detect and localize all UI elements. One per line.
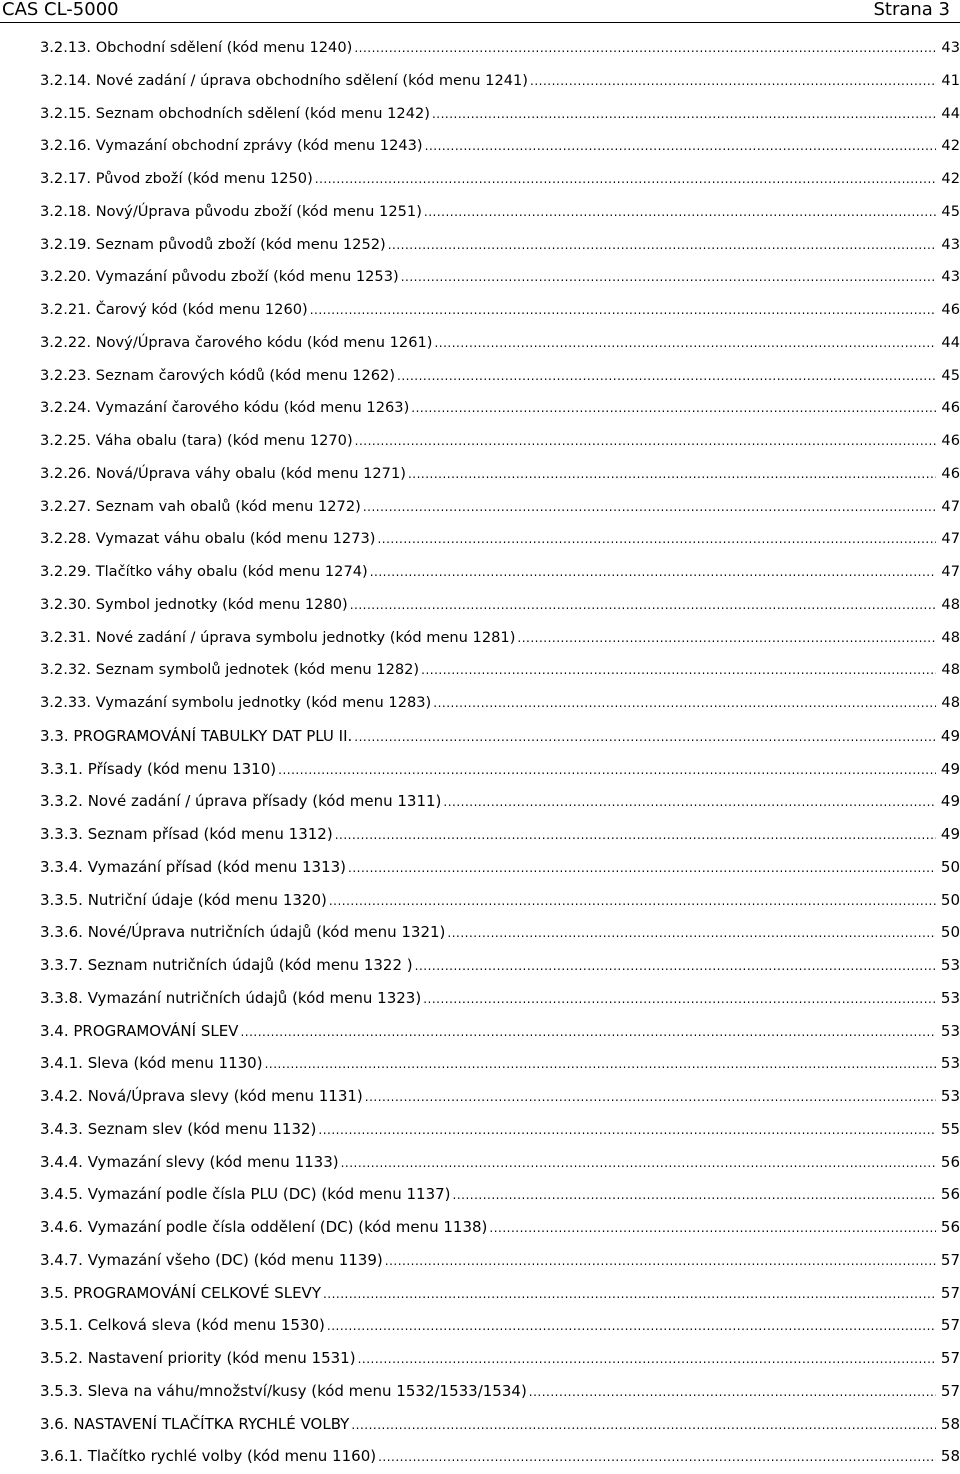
toc-leader-dots [489, 1212, 936, 1245]
toc-entry[interactable] [40, 425, 960, 458]
toc-leader-dots [411, 392, 936, 425]
toc-leader-dots [530, 65, 936, 98]
toc-entry[interactable] [40, 1047, 960, 1080]
toc-entry-page: 50 [940, 890, 960, 909]
toc-leader-dots [327, 1310, 936, 1343]
toc-entry[interactable] [40, 1178, 960, 1211]
toc-entry[interactable] [40, 589, 960, 622]
toc-leader-dots [323, 1278, 936, 1311]
toc-entry-label: 3.2.32. Seznam symbolů jednotek (kód menu 1282) [40, 661, 420, 679]
toc-entry[interactable] [40, 884, 960, 917]
toc-entry[interactable] [40, 1015, 960, 1048]
toc-leader-dots [423, 983, 936, 1016]
toc-leader-dots [377, 523, 936, 556]
toc-leader-dots [425, 130, 936, 163]
toc-leader-dots [355, 425, 936, 458]
toc-entry-page: 45 [941, 366, 960, 384]
toc-leader-dots [408, 458, 936, 491]
toc-entry-label: 3.2.20. Vymazání původu zboží (kód menu 1253) [40, 268, 399, 286]
toc-entry-label: 3.2.24. Vymazání čarového kódu (kód menu 1263) [40, 399, 410, 417]
toc-entry-page: 48 [941, 595, 960, 613]
toc-entry[interactable] [40, 949, 960, 982]
toc-entry-label: 3.5. PROGRAMOVÁNÍ CELKOVÉ SLEVY [40, 1283, 321, 1302]
toc-entry-label: 3.3.4. Vymazání přísad (kód menu 1313) [40, 857, 347, 876]
toc-entry-page: 44 [941, 104, 960, 122]
toc-entry-page: 46 [941, 464, 960, 482]
toc-entry-label: 3.2.33. Vymazání symbolu jednotky (kód menu 1283) [40, 694, 432, 711]
toc-entry-label: 3.2.16. Vymazání obchodní zprávy (kód menu 1243) [40, 137, 423, 155]
toc-entry[interactable] [40, 1342, 960, 1375]
toc-entry[interactable] [40, 1244, 960, 1277]
toc-leader-dots [388, 229, 936, 262]
toc-entry-page: 42 [941, 170, 960, 187]
toc-leader-dots [351, 1409, 936, 1442]
toc-entry-label: 3.2.29. Tlačítko váhy obalu (kód menu 1274) [40, 563, 368, 580]
toc-entry-page: 58 [940, 1447, 960, 1466]
toc-entry-page: 56 [940, 1152, 960, 1171]
toc-entry-label: 3.6. NASTAVENÍ TLAČÍTKA RYCHLÉ VOLBY [40, 1414, 350, 1433]
toc-entry-label: 3.4.6. Vymazání podle čísla oddělení (DC) (kód menu 1138) [40, 1218, 488, 1236]
toc-leader-dots [424, 196, 936, 229]
toc-entry-label: 3.4.2. Nová/Úprava slevy (kód menu 1131) [40, 1087, 363, 1105]
toc-entry[interactable] [40, 163, 960, 196]
toc-entry-label: 3.2.14. Nové zadání / úprava obchodního sdělení (kód menu 1241) [40, 71, 528, 89]
toc-entry-label: 3.2.23. Seznam čarových kódů (kód menu 1262) [40, 366, 396, 384]
toc-entry[interactable] [40, 98, 960, 131]
toc-entry-page: 53 [940, 1087, 960, 1105]
toc-entry-page: 48 [941, 694, 960, 711]
toc-entry-label: 3.5.2. Nastavení priority (kód menu 1531) [40, 1349, 356, 1367]
toc-entry[interactable] [40, 261, 960, 294]
toc-entry-page: 49 [940, 759, 960, 778]
toc-entry-page: 56 [940, 1218, 960, 1236]
toc-entry[interactable] [40, 1113, 960, 1146]
toc-entry-label: 3.4.1. Sleva (kód menu 1130) [40, 1054, 263, 1073]
toc-entry-page: 53 [940, 1054, 960, 1073]
toc-entry-label: 3.4.4. Vymazání slevy (kód menu 1133) [40, 1152, 339, 1171]
toc-leader-dots [278, 754, 936, 787]
toc-leader-dots [348, 852, 936, 885]
toc-leader-dots [354, 721, 936, 754]
toc-entry-page: 47 [941, 563, 960, 580]
toc-leader-dots [310, 294, 936, 327]
toc-entry-page: 55 [940, 1119, 960, 1138]
toc-leader-dots [341, 1147, 936, 1180]
toc-entry-page: 48 [941, 661, 960, 679]
toc-entry-page: 57 [940, 1381, 960, 1400]
toc-entry-page: 57 [940, 1283, 960, 1302]
toc-entry[interactable] [40, 196, 960, 229]
toc-entry[interactable] [40, 32, 960, 65]
toc-entry[interactable] [40, 654, 960, 687]
toc-leader-dots [318, 1114, 936, 1147]
toc-entry[interactable] [40, 982, 960, 1015]
toc-leader-dots [385, 1245, 936, 1278]
toc-entry-label: 3.2.28. Vymazat váhu obalu (kód menu 1273) [40, 530, 376, 548]
toc-entry[interactable] [40, 851, 960, 884]
toc-entry-label: 3.2.18. Nový/Úprava původu zboží (kód menu 1251) [40, 202, 422, 220]
toc-entry[interactable] [40, 392, 960, 425]
toc-leader-dots [354, 32, 936, 65]
toc-entry-page: 49 [940, 726, 960, 745]
toc-entry[interactable] [40, 916, 960, 949]
toc-leader-dots [365, 1081, 936, 1114]
toc-entry-page: 58 [940, 1414, 960, 1433]
toc-leader-dots [415, 950, 936, 983]
toc-leader-dots [329, 885, 936, 918]
toc-leader-dots [315, 163, 936, 196]
toc-entry-label: 3.5.1. Celková sleva (kód menu 1530) [40, 1316, 325, 1335]
table-of-contents [40, 32, 960, 1473]
toc-entry-page: 44 [941, 333, 960, 351]
toc-entry-page: 56 [940, 1185, 960, 1204]
toc-entry-label: 3.3.3. Seznam přísad (kód menu 1312) [40, 825, 333, 843]
toc-entry-page: 50 [940, 857, 960, 876]
toc-entry[interactable] [40, 1375, 960, 1408]
toc-entry-label: 3.3.1. Přísady (kód menu 1310) [40, 759, 277, 778]
toc-leader-dots [350, 589, 936, 622]
toc-entry-label: 3.3. PROGRAMOVÁNÍ TABULKY DAT PLU II. [40, 726, 353, 745]
toc-leader-dots [443, 786, 936, 819]
toc-entry-page: 41 [941, 71, 960, 89]
toc-entry-page: 57 [940, 1250, 960, 1269]
toc-entry-label: 3.5.3. Sleva na váhu/množství/kusy (kód menu 1532/1533/1534) [40, 1381, 527, 1400]
toc-entry-label: 3.2.22. Nový/Úprava čarového kódu (kód menu 1261) [40, 333, 433, 351]
toc-entry-page: 43 [941, 268, 960, 286]
toc-entry-label: 3.3.6. Nové/Úprava nutričních údajů (kód menu 1321) [40, 923, 446, 942]
toc-entry-label: 3.3.2. Nové zadání / úprava přísady (kód menu 1311) [40, 792, 442, 811]
toc-entry-label: 3.4.5. Vymazání podle čísla PLU (DC) (kód menu 1137) [40, 1185, 451, 1204]
toc-leader-dots [434, 327, 936, 360]
toc-leader-dots [378, 1441, 936, 1474]
toc-entry[interactable] [40, 622, 960, 655]
toc-entry-label: 3.2.31. Nové zadání / úprava symbolu jednotky (kód menu 1281) [40, 628, 516, 646]
toc-entry[interactable] [40, 523, 960, 556]
toc-leader-dots [240, 1016, 936, 1049]
toc-entry-page: 53 [940, 956, 960, 974]
toc-leader-dots [421, 654, 936, 687]
toc-entry-page: 46 [941, 399, 960, 417]
toc-entry[interactable] [40, 1080, 960, 1113]
toc-entry[interactable] [40, 1211, 960, 1244]
toc-leader-dots [358, 1343, 936, 1376]
toc-entry[interactable] [40, 130, 960, 163]
toc-entry-page: 46 [941, 432, 960, 449]
toc-entry-page: 49 [940, 792, 960, 811]
toc-entry-page: 43 [941, 39, 960, 56]
toc-leader-dots [401, 261, 936, 294]
toc-entry-label: 3.4. PROGRAMOVÁNÍ SLEV [40, 1021, 239, 1040]
toc-entry-label: 3.2.13. Obchodní sdělení (kód menu 1240) [40, 39, 353, 56]
toc-entry-page: 53 [940, 988, 960, 1007]
toc-entry[interactable] [40, 65, 960, 98]
toc-entry[interactable] [40, 491, 960, 524]
toc-leader-dots [370, 556, 936, 589]
toc-entry-page: 42 [941, 137, 960, 155]
toc-leader-dots [363, 491, 936, 524]
toc-entry-label: 3.2.25. Váha obalu (tara) (kód menu 1270) [40, 432, 353, 449]
toc-leader-dots [447, 917, 936, 950]
toc-entry-label: 3.2.30. Symbol jednotky (kód menu 1280) [40, 595, 348, 613]
document-title: CAS CL-5000 [2, 0, 119, 20]
toc-entry[interactable] [40, 1440, 960, 1473]
toc-leader-dots [432, 98, 936, 131]
toc-entry-page: 57 [940, 1316, 960, 1335]
toc-entry[interactable] [40, 1309, 960, 1342]
toc-entry[interactable] [40, 327, 960, 360]
toc-leader-dots [335, 819, 936, 852]
toc-entry-label: 3.3.8. Vymazání nutričních údajů (kód menu 1323) [40, 988, 422, 1007]
toc-entry-label: 3.2.19. Seznam původů zboží (kód menu 1252) [40, 235, 386, 253]
toc-leader-dots [517, 622, 936, 655]
toc-entry[interactable] [40, 294, 960, 327]
toc-entry-label: 3.6.1. Tlačítko rychlé volby (kód menu 1160) [40, 1447, 377, 1466]
toc-entry-label: 3.4.3. Seznam slev (kód menu 1132) [40, 1119, 317, 1138]
toc-entry-label: 3.3.5. Nutriční údaje (kód menu 1320) [40, 890, 327, 909]
toc-leader-dots [453, 1179, 936, 1212]
toc-entry-label: 3.2.27. Seznam vah obalů (kód menu 1272) [40, 497, 361, 515]
toc-entry[interactable] [40, 720, 960, 753]
toc-entry[interactable] [40, 818, 960, 851]
toc-leader-dots [433, 687, 936, 720]
toc-entry-page: 50 [940, 923, 960, 942]
toc-entry[interactable] [40, 687, 960, 720]
toc-entry[interactable] [40, 1277, 960, 1310]
toc-leader-dots [529, 1376, 936, 1409]
toc-entry-page: 46 [941, 301, 960, 318]
toc-entry-page: 47 [941, 530, 960, 548]
toc-entry-label: 3.3.7. Seznam nutričních údajů (kód menu 1322 ) [40, 956, 413, 974]
toc-entry-page: 49 [940, 825, 960, 843]
page-number: Strana 3 [873, 0, 950, 20]
toc-entry-page: 45 [941, 202, 960, 220]
toc-leader-dots [397, 360, 936, 393]
toc-entry[interactable] [40, 458, 960, 491]
page-header [0, 0, 960, 23]
toc-entry[interactable] [40, 1146, 960, 1179]
toc-entry-page: 47 [941, 497, 960, 515]
toc-entry-page: 48 [941, 628, 960, 646]
toc-entry-page: 57 [940, 1349, 960, 1367]
toc-entry-page: 53 [940, 1021, 960, 1040]
toc-entry[interactable] [40, 229, 960, 262]
toc-entry[interactable] [40, 785, 960, 818]
toc-entry-label: 3.2.15. Seznam obchodních sdělení (kód menu 1242) [40, 104, 430, 122]
toc-entry-label: 3.2.17. Původ zboží (kód menu 1250) [40, 170, 313, 187]
toc-entry[interactable] [40, 360, 960, 393]
toc-leader-dots [265, 1048, 936, 1081]
toc-entry[interactable] [40, 753, 960, 786]
toc-entry-label: 3.4.7. Vymazání všeho (DC) (kód menu 1139) [40, 1250, 383, 1269]
toc-entry-page: 43 [941, 235, 960, 253]
toc-entry-label: 3.2.26. Nová/Úprava váhy obalu (kód menu 1271) [40, 464, 406, 482]
toc-entry-label: 3.2.21. Čarový kód (kód menu 1260) [40, 301, 308, 318]
toc-entry[interactable] [40, 1408, 960, 1441]
toc-entry[interactable] [40, 556, 960, 589]
